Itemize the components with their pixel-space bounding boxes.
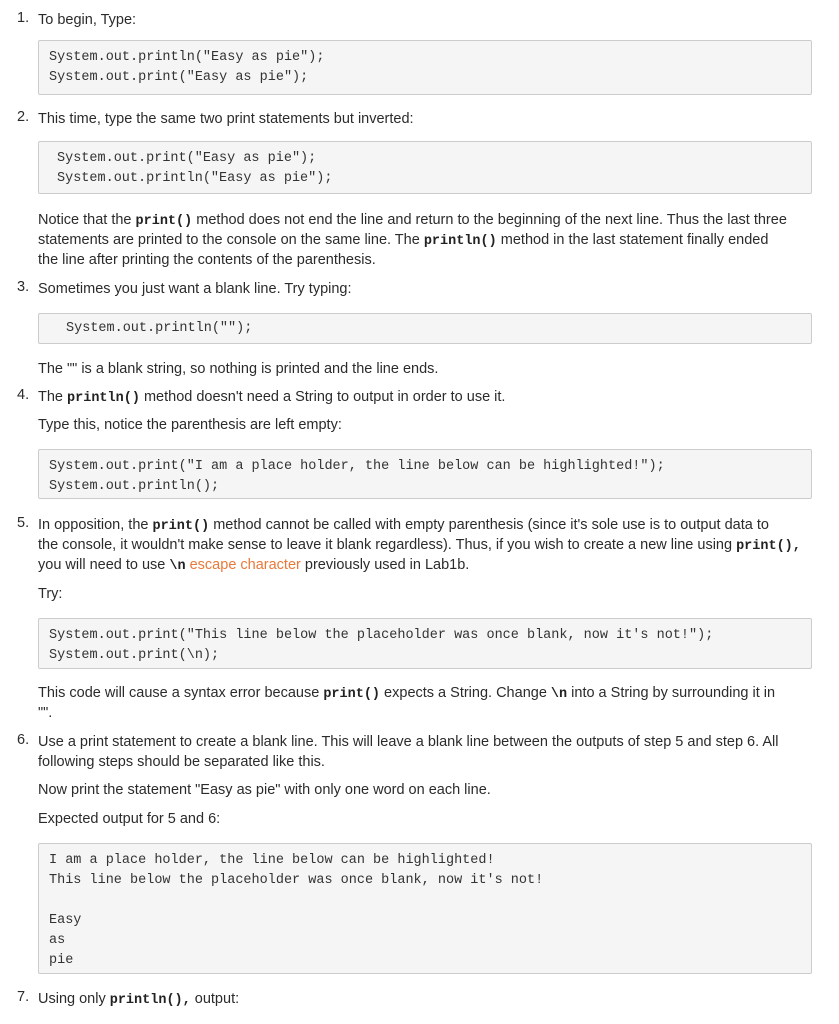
step-4-code-block <box>38 449 812 499</box>
inline-code: print() <box>135 214 193 229</box>
step-1-text: To begin, Type: <box>38 12 137 28</box>
step-5-text-line: In opposition, the print() method cannot be called with empty parenthesis (since it's sole use is to output data to <box>38 517 769 534</box>
code-line: System.out.print(\n); <box>49 648 220 663</box>
inline-code: print() <box>152 519 210 534</box>
code-line: System.out.print("Easy as pie"); <box>49 70 309 85</box>
escape-character-link[interactable]: escape character <box>185 557 301 573</box>
step-5-try: Try: <box>38 586 63 602</box>
step-3-note: The "" is a blank string, so nothing is printed and the line ends. <box>38 361 439 377</box>
code-line: System.out.println("Easy as pie"); <box>49 50 325 65</box>
step-1-code-block <box>38 40 812 95</box>
code-line: System.out.print("This line below the placeholder was once blank, now it's not!"); <box>49 628 714 643</box>
step-6-number: 6. <box>17 732 30 748</box>
output-line: as <box>49 933 66 948</box>
step-3-code-block <box>38 313 812 344</box>
step-6-text-line: Now print the statement "Easy as pie" with only one word on each line. <box>38 782 491 798</box>
step-5-number: 5. <box>17 515 30 531</box>
inline-code: print(), <box>736 539 801 554</box>
step-5-code-block <box>38 618 812 669</box>
inline-code: println() <box>423 234 497 249</box>
step-6-text-line: Use a print statement to create a blank line. This will leave a blank line between the outputs of step 5 and step 6. All <box>38 734 779 750</box>
step-2-note-line: the line after printing the contents of the parenthesis. <box>38 252 376 268</box>
output-line: I am a place holder, the line below can be highlighted! <box>49 853 495 868</box>
step-6-output-block <box>38 843 812 974</box>
step-2-text: This time, type the same two print statements but inverted: <box>38 111 414 127</box>
step-7-text: Using only println(), output: <box>38 991 240 1008</box>
inline-code: println() <box>67 391 140 406</box>
output-blank-line <box>39 891 811 911</box>
inline-code: \n <box>169 559 186 574</box>
step-6-text-line: following steps should be separated like this. <box>38 754 325 770</box>
output-line: Easy <box>49 913 82 928</box>
code-line: System.out.print("Easy as pie"); <box>57 151 317 166</box>
code-line: System.out.println("Easy as pie"); <box>57 171 333 186</box>
step-4-text: The println() method doesn't need a String to output in order to use it. <box>38 389 506 406</box>
step-2-note-line: statements are printed to the console on the same line. The println() method in the last statement finally ended <box>38 232 769 249</box>
step-2-code-block <box>38 141 812 194</box>
step-3-text: Sometimes you just want a blank line. Try typing: <box>38 281 352 297</box>
output-line: pie <box>49 953 74 968</box>
step-1-number: 1. <box>17 10 30 26</box>
code-line: System.out.println(); <box>49 479 220 494</box>
step-7-number: 7. <box>17 989 30 1005</box>
step-5-text-line: you will need to use \n escape character previously used in Lab1b. <box>38 557 470 574</box>
code-line: System.out.print("I am a place holder, the line below can be highlighted!"); <box>49 459 665 474</box>
step-5-note-line: This code will cause a syntax error because print() expects a String. Change \n into a String by surrounding it in <box>38 685 776 702</box>
code-line: System.out.println(""); <box>66 321 253 336</box>
inline-code: print() <box>323 687 381 702</box>
step-5-text-line: the console, it wouldn't make sense to leave it blank regardless). Thus, if you wish to create a new line using print(), <box>38 537 801 554</box>
inline-code: println(), <box>109 993 191 1008</box>
step-4-text-2: Type this, notice the parenthesis are left empty: <box>38 417 342 433</box>
step-3-number: 3. <box>17 279 30 295</box>
step-2-number: 2. <box>17 109 30 125</box>
step-4-number: 4. <box>17 387 30 403</box>
output-line: This line below the placeholder was once blank, now it's not! <box>49 873 544 888</box>
step-5-note-line: "". <box>38 705 53 721</box>
step-2-note-line: Notice that the print() method does not end the line and return to the beginning of the next line. Thus the last three <box>38 212 787 229</box>
step-6-text-line: Expected output for 5 and 6: <box>38 811 221 827</box>
inline-code: \n <box>550 687 568 702</box>
